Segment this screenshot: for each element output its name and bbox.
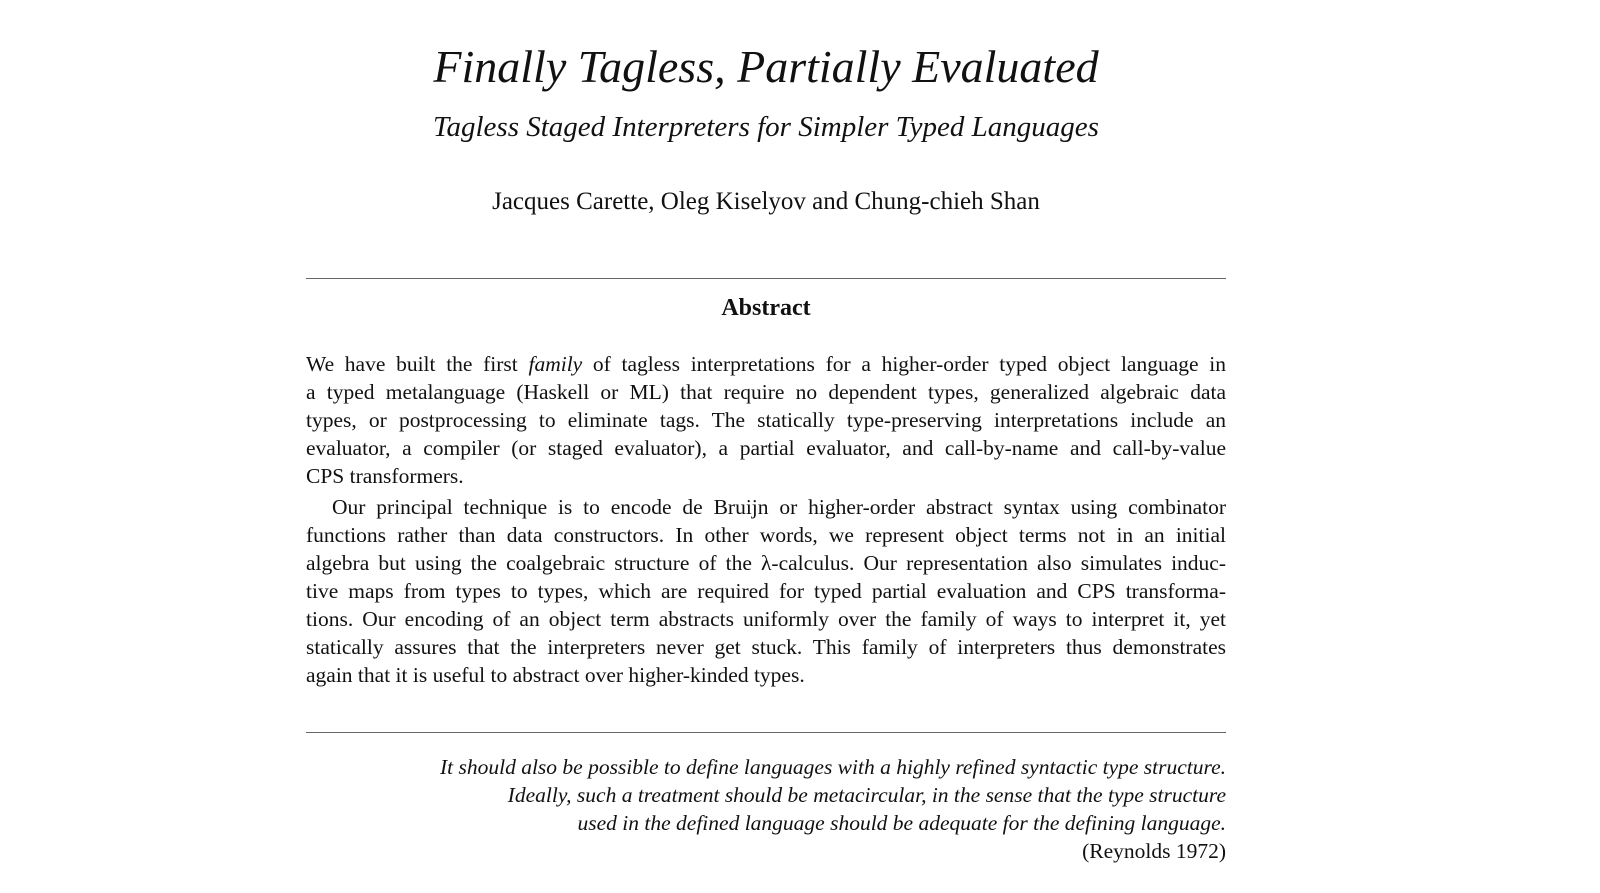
abstract-p2-line-3: algebra but using the coalgebraic structure of the λ-calculus. Our representation also simulates induc- bbox=[306, 551, 1226, 575]
epigraph-line-3: used in the defined language should be adequate for the defining language. bbox=[577, 811, 1226, 835]
epigraph-line-1: It should also be possible to define languages with a highly refined syntactic type structure. bbox=[439, 755, 1226, 779]
abstract-text: of tagless interpretations for a higher-order typed object language in bbox=[582, 352, 1226, 376]
abstract-p2-line-5: tions. Our encoding of an object term abstracts uniformly over the family of ways to interpret it, yet bbox=[306, 607, 1226, 631]
abstract-p2-line-2: functions rather than data constructors. In other words, we represent object terms not in an initial bbox=[306, 523, 1226, 547]
abstract-p1-line-5: CPS transformers. bbox=[306, 464, 464, 488]
epigraph-line-2: Ideally, such a treatment should be metacircular, in the sense that the type structure bbox=[507, 783, 1226, 807]
abstract-p1-line-2: a typed metalanguage (Haskell or ML) that require no dependent types, generalized algebraic data bbox=[306, 380, 1226, 404]
abstract-p2-line-4: tive maps from types to types, which are required for typed partial evaluation and CPS transforma- bbox=[306, 579, 1226, 603]
abstract-body bbox=[306, 350, 1226, 689]
abstract-p1-line-3: types, or postprocessing to eliminate tags. The statically type-preserving interpretations include an bbox=[306, 408, 1226, 432]
abstract-p2-line-6: statically assures that the interpreters never get stuck. This family of interpreters thus demonstrates bbox=[306, 635, 1226, 659]
abstract-heading: Abstract bbox=[721, 295, 811, 321]
abstract-p1-line-4: evaluator, a compiler (or staged evaluator), a partial evaluator, and call-by-name and call-by-value bbox=[306, 436, 1226, 460]
top-divider bbox=[306, 278, 1226, 279]
abstract-p2-line-1: Our principal technique is to encode de Bruijn or higher-order abstract syntax using combinator bbox=[332, 495, 1226, 519]
paper-title: Finally Tagless, Partially Evaluated bbox=[433, 41, 1099, 92]
emphasis-family: family bbox=[528, 352, 583, 376]
paper-subtitle: Tagless Staged Interpreters for Simpler Typed Languages bbox=[433, 111, 1099, 143]
paper-page bbox=[306, 0, 1226, 893]
epigraph-quote bbox=[306, 753, 1226, 865]
bottom-divider bbox=[306, 732, 1226, 733]
abstract-p1-line-1 bbox=[306, 350, 1226, 378]
author-list: Jacques Carette, Oleg Kiselyov and Chung-chieh Shan bbox=[492, 188, 1040, 215]
abstract-text: We have built the first bbox=[306, 352, 529, 376]
abstract-p2-line-7: again that it is useful to abstract over higher-kinded types. bbox=[306, 663, 805, 687]
epigraph-citation: (Reynolds 1972) bbox=[1082, 839, 1226, 863]
